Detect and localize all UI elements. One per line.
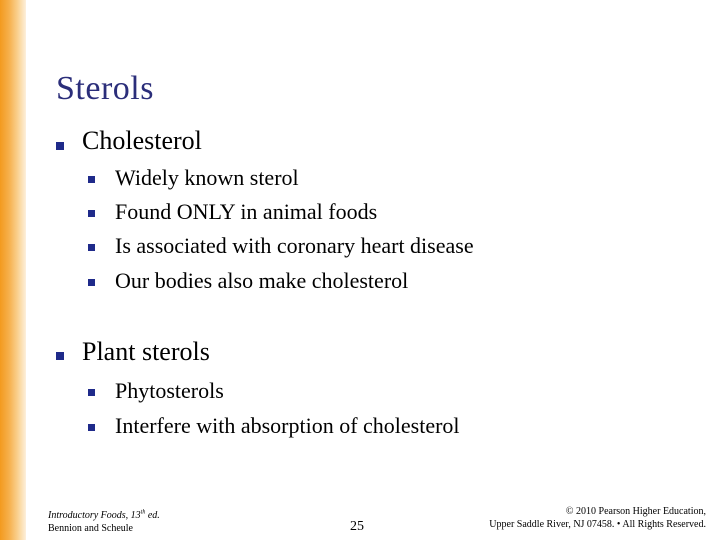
list-item: Interfere with absorption of cholesterol: [115, 413, 460, 438]
footer-authors: Bennion and Scheule: [48, 523, 133, 535]
list-item: Our bodies also make cholesterol: [115, 268, 409, 293]
list-item: Widely known sterol: [115, 165, 299, 190]
bullet-square-icon: [88, 279, 95, 286]
bullet-square-icon: [56, 352, 64, 360]
bullet-square-icon: [88, 176, 95, 183]
list-item: Is associated with coronary heart disease: [115, 233, 474, 258]
section-heading-cholesterol: Cholesterol: [82, 126, 202, 155]
bullet-square-icon: [88, 424, 95, 431]
footer-book-title: Introductory Foods, 13th ed.: [48, 510, 160, 522]
bullet-square-icon: [88, 210, 95, 217]
bullet-square-icon: [56, 142, 64, 150]
list-item: Found ONLY in animal foods: [115, 199, 378, 224]
slide-title: Sterols: [56, 70, 154, 107]
section-heading-plant-sterols: Plant sterols: [82, 337, 210, 366]
footer-copyright: © 2010 Pearson Higher Education, Upper Saddle River, NJ 07458. • All Rights Reserved.: [489, 506, 706, 530]
decorative-side-stripe: [0, 0, 26, 540]
list-item: Phytosterols: [115, 378, 224, 403]
page-number: 25: [350, 519, 364, 534]
bullet-square-icon: [88, 244, 95, 251]
bullet-square-icon: [88, 389, 95, 396]
footer-book-info: [48, 507, 160, 535]
